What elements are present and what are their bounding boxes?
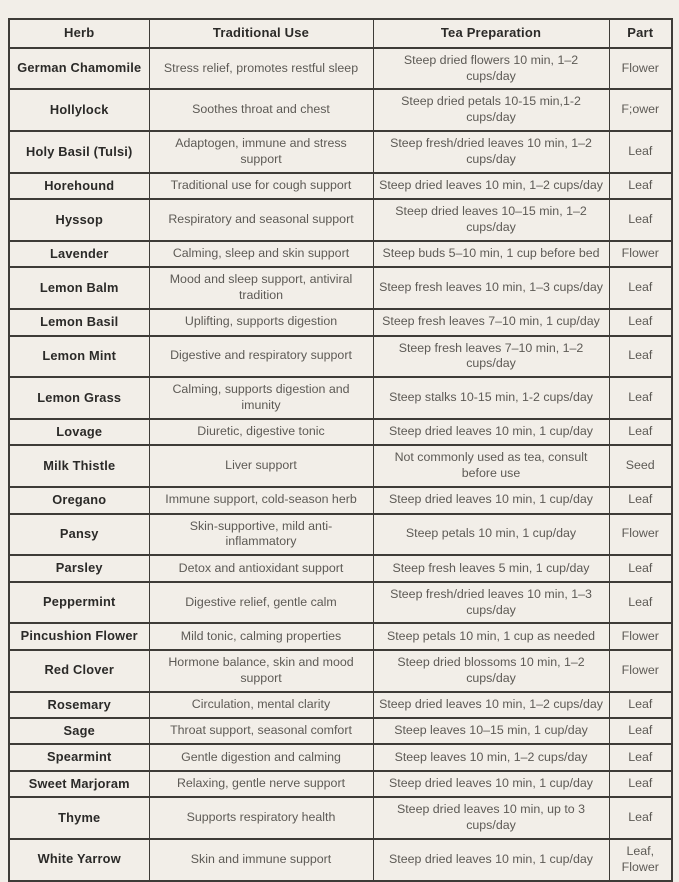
herb-name-cell: Rosemary	[9, 692, 149, 718]
plant-part-cell: Leaf, Flower	[609, 839, 672, 881]
tea-preparation-cell: Steep dried leaves 10 min, 1–2 cups/day	[373, 692, 609, 718]
plant-part-cell: Flower	[609, 623, 672, 649]
tea-preparation-cell: Steep dried leaves 10 min, 1–2 cups/day	[373, 173, 609, 199]
traditional-use-cell: Adaptogen, immune and stress support	[149, 131, 373, 173]
tea-preparation-cell: Steep dried leaves 10 min, up to 3 cups/day	[373, 797, 609, 839]
table-row	[9, 48, 672, 90]
plant-part-cell: Flower	[609, 241, 672, 267]
tea-preparation-cell: Steep petals 10 min, 1 cup/day	[373, 514, 609, 556]
herb-name-cell: Peppermint	[9, 582, 149, 624]
tea-preparation-cell: Steep dried petals 10-15 min,1-2 cups/day	[373, 89, 609, 131]
herb-name-cell: Pansy	[9, 514, 149, 556]
herb-name-cell: Pincushion Flower	[9, 623, 149, 649]
traditional-use-cell: Soothes throat and chest	[149, 89, 373, 131]
herb-name-cell: Oregano	[9, 487, 149, 513]
traditional-use-cell: Calming, supports digestion and imunity	[149, 377, 373, 419]
traditional-use-cell: Gentle digestion and calming	[149, 744, 373, 770]
tea-preparation-cell: Not commonly used as tea, consult before use	[373, 445, 609, 487]
tea-preparation-cell: Steep fresh leaves 10 min, 1–3 cups/day	[373, 267, 609, 309]
column-header-tea-preparation: Tea Preparation	[373, 19, 609, 48]
column-header-herb: Herb	[9, 19, 149, 48]
column-header-traditional-use: Traditional Use	[149, 19, 373, 48]
traditional-use-cell: Digestive relief, gentle calm	[149, 582, 373, 624]
plant-part-cell: Flower	[609, 650, 672, 692]
table-row	[9, 241, 672, 267]
tea-preparation-cell: Steep fresh leaves 7–10 min, 1–2 cups/day	[373, 336, 609, 378]
table-row	[9, 771, 672, 797]
traditional-use-cell: Digestive and respiratory support	[149, 336, 373, 378]
herb-name-cell: Red Clover	[9, 650, 149, 692]
traditional-use-cell: Circulation, mental clarity	[149, 692, 373, 718]
table-row	[9, 797, 672, 839]
table-row	[9, 173, 672, 199]
plant-part-cell: Flower	[609, 48, 672, 90]
traditional-use-cell: Diuretic, digestive tonic	[149, 419, 373, 445]
plant-part-cell: Leaf	[609, 419, 672, 445]
traditional-use-cell: Mild tonic, calming properties	[149, 623, 373, 649]
plant-part-cell: Leaf	[609, 199, 672, 241]
plant-part-cell: F;ower	[609, 89, 672, 131]
herb-name-cell: Thyme	[9, 797, 149, 839]
herb-name-cell: Lavender	[9, 241, 149, 267]
herb-name-cell: Milk Thistle	[9, 445, 149, 487]
tea-preparation-cell: Steep leaves 10–15 min, 1 cup/day	[373, 718, 609, 744]
table-row	[9, 267, 672, 309]
traditional-use-cell: Stress relief, promotes restful sleep	[149, 48, 373, 90]
traditional-use-cell: Skin and immune support	[149, 839, 373, 881]
plant-part-cell: Leaf	[609, 267, 672, 309]
table-row	[9, 744, 672, 770]
herb-name-cell: Hollylock	[9, 89, 149, 131]
herb-tea-table	[8, 18, 673, 882]
table-row	[9, 419, 672, 445]
traditional-use-cell: Mood and sleep support, antiviral tradition	[149, 267, 373, 309]
plant-part-cell: Leaf	[609, 377, 672, 419]
table-row	[9, 718, 672, 744]
table-row	[9, 582, 672, 624]
plant-part-cell: Leaf	[609, 336, 672, 378]
plant-part-cell: Leaf	[609, 487, 672, 513]
plant-part-cell: Leaf	[609, 173, 672, 199]
tea-preparation-cell: Steep fresh leaves 7–10 min, 1 cup/day	[373, 309, 609, 335]
traditional-use-cell: Hormone balance, skin and mood support	[149, 650, 373, 692]
table-row	[9, 623, 672, 649]
tea-preparation-cell: Steep leaves 10 min, 1–2 cups/day	[373, 744, 609, 770]
table-row	[9, 650, 672, 692]
traditional-use-cell: Detox and antioxidant support	[149, 555, 373, 581]
table-row	[9, 514, 672, 556]
plant-part-cell: Leaf	[609, 309, 672, 335]
tea-preparation-cell: Steep fresh/dried leaves 10 min, 1–2 cups/day	[373, 131, 609, 173]
column-header-part: Part	[609, 19, 672, 48]
traditional-use-cell: Calming, sleep and skin support	[149, 241, 373, 267]
plant-part-cell: Flower	[609, 514, 672, 556]
table-row	[9, 336, 672, 378]
table-row	[9, 89, 672, 131]
table-row	[9, 199, 672, 241]
tea-preparation-cell: Steep dried leaves 10–15 min, 1–2 cups/day	[373, 199, 609, 241]
herb-name-cell: Lemon Grass	[9, 377, 149, 419]
tea-preparation-cell: Steep fresh leaves 5 min, 1 cup/day	[373, 555, 609, 581]
plant-part-cell: Leaf	[609, 797, 672, 839]
table-row	[9, 131, 672, 173]
traditional-use-cell: Throat support, seasonal comfort	[149, 718, 373, 744]
traditional-use-cell: Respiratory and seasonal support	[149, 199, 373, 241]
plant-part-cell: Seed	[609, 445, 672, 487]
tea-preparation-cell: Steep dried leaves 10 min, 1 cup/day	[373, 487, 609, 513]
traditional-use-cell: Uplifting, supports digestion	[149, 309, 373, 335]
traditional-use-cell: Liver support	[149, 445, 373, 487]
herb-name-cell: Lemon Mint	[9, 336, 149, 378]
table-row	[9, 377, 672, 419]
herb-name-cell: German Chamomile	[9, 48, 149, 90]
herb-name-cell: Spearmint	[9, 744, 149, 770]
plant-part-cell: Leaf	[609, 744, 672, 770]
herb-table-body	[9, 48, 672, 881]
tea-preparation-cell: Steep dried blossoms 10 min, 1–2 cups/day	[373, 650, 609, 692]
herb-name-cell: Lemon Basil	[9, 309, 149, 335]
plant-part-cell: Leaf	[609, 771, 672, 797]
herb-name-cell: Lovage	[9, 419, 149, 445]
table-row	[9, 839, 672, 881]
traditional-use-cell: Traditional use for cough support	[149, 173, 373, 199]
table-header	[9, 19, 672, 48]
tea-preparation-cell: Steep dried leaves 10 min, 1 cup/day	[373, 839, 609, 881]
plant-part-cell: Leaf	[609, 582, 672, 624]
herb-name-cell: Parsley	[9, 555, 149, 581]
tea-preparation-cell: Steep dried flowers 10 min, 1–2 cups/day	[373, 48, 609, 90]
table-row	[9, 445, 672, 487]
plant-part-cell: Leaf	[609, 555, 672, 581]
plant-part-cell: Leaf	[609, 718, 672, 744]
tea-preparation-cell: Steep dried leaves 10 min, 1 cup/day	[373, 771, 609, 797]
herb-name-cell: Hyssop	[9, 199, 149, 241]
tea-preparation-cell: Steep buds 5–10 min, 1 cup before bed	[373, 241, 609, 267]
traditional-use-cell: Skin-supportive, mild anti-inflammatory	[149, 514, 373, 556]
plant-part-cell: Leaf	[609, 692, 672, 718]
tea-preparation-cell: Steep fresh/dried leaves 10 min, 1–3 cups/day	[373, 582, 609, 624]
header-row	[9, 19, 672, 48]
table-row	[9, 487, 672, 513]
herb-name-cell: Holy Basil (Tulsi)	[9, 131, 149, 173]
tea-preparation-cell: Steep petals 10 min, 1 cup as needed	[373, 623, 609, 649]
traditional-use-cell: Relaxing, gentle nerve support	[149, 771, 373, 797]
herb-name-cell: Horehound	[9, 173, 149, 199]
table-row	[9, 692, 672, 718]
herb-name-cell: White Yarrow	[9, 839, 149, 881]
herb-name-cell: Sage	[9, 718, 149, 744]
herb-name-cell: Sweet Marjoram	[9, 771, 149, 797]
herb-name-cell: Lemon Balm	[9, 267, 149, 309]
traditional-use-cell: Supports respiratory health	[149, 797, 373, 839]
tea-preparation-cell: Steep dried leaves 10 min, 1 cup/day	[373, 419, 609, 445]
table-row	[9, 309, 672, 335]
plant-part-cell: Leaf	[609, 131, 672, 173]
tea-preparation-cell: Steep stalks 10-15 min, 1-2 cups/day	[373, 377, 609, 419]
table-row	[9, 555, 672, 581]
traditional-use-cell: Immune support, cold-season herb	[149, 487, 373, 513]
